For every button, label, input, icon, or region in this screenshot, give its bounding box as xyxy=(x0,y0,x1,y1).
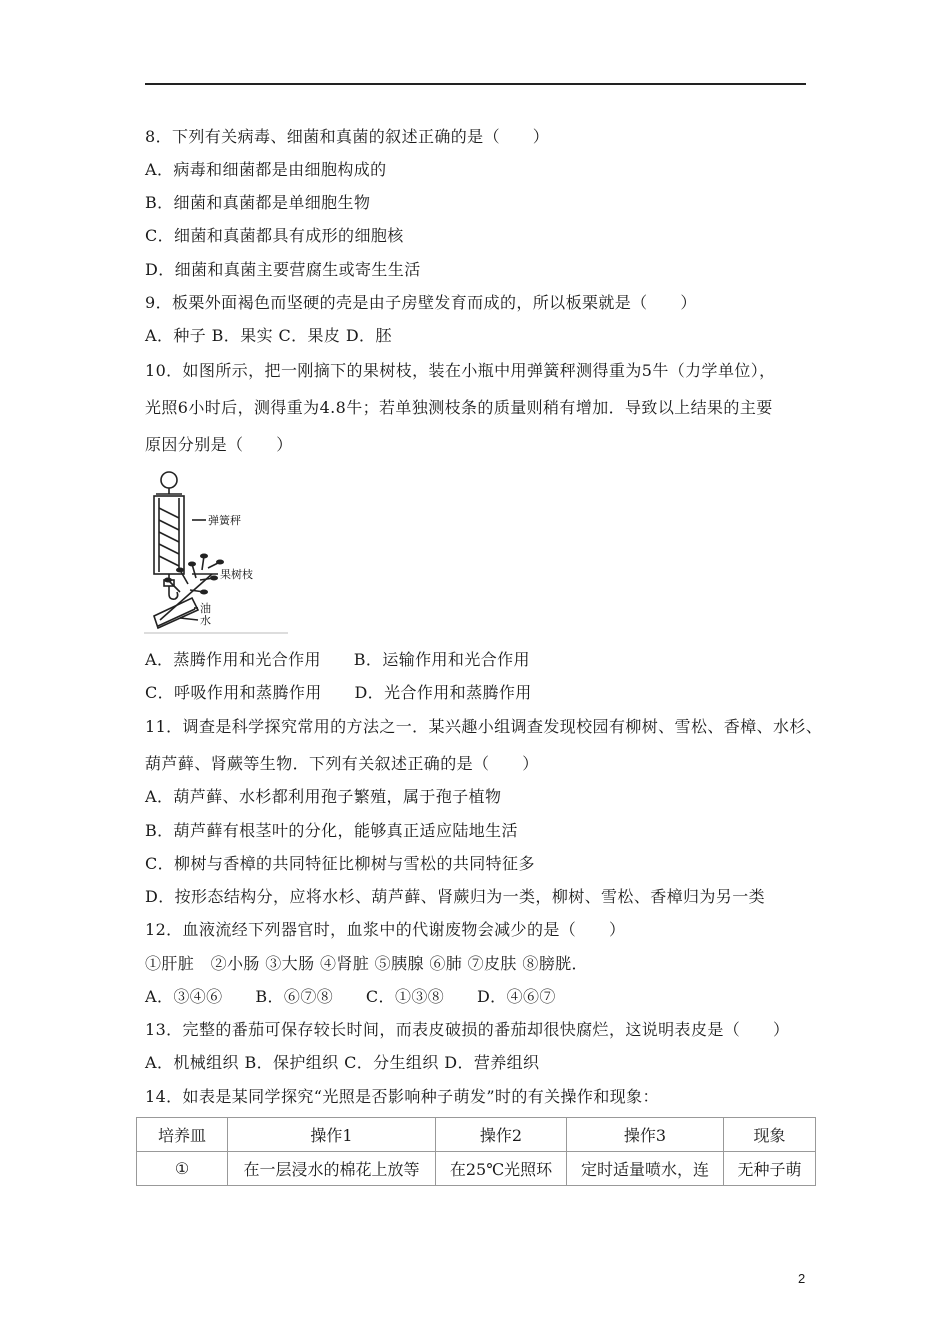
table-header: 操作3 xyxy=(567,1118,724,1152)
label-branch: 果树枝 xyxy=(220,568,253,581)
q8-stem: 8．下列有关病毒、细菌和真菌的叙述正确的是（ ） xyxy=(145,127,550,146)
experiment-table xyxy=(136,1117,816,1186)
label-oil: 油 xyxy=(200,602,211,615)
q12-organ-list: ①肝脏 ②小肠 ③大肠 ④肾脏 ⑤胰腺 ⑥肺 ⑦皮肤 ⑧膀胱． xyxy=(145,954,588,973)
table-header-row xyxy=(137,1118,816,1152)
q13-options: A．机械组织 B．保护组织 C．分生组织 D．营养组织 xyxy=(145,1053,540,1072)
q11-option-a: A．葫芦藓、水杉都利用孢子繁殖，属于孢子植物 xyxy=(145,787,502,806)
q8-option-d: D．细菌和真菌主要营腐生或寄生生活 xyxy=(145,260,421,279)
header-rule xyxy=(145,83,806,85)
table-cell: 在25℃光照环 xyxy=(436,1152,567,1186)
table-cell: 无种子萌 xyxy=(724,1152,816,1186)
page-number: 2 xyxy=(798,1271,806,1286)
q10-stem-line3: 原因分别是（ ） xyxy=(145,435,293,454)
q13-stem: 13．完整的番茄可保存较长时间，而表皮破损的番茄却很快腐烂，这说明表皮是（ ） xyxy=(145,1020,790,1039)
table-header: 操作2 xyxy=(436,1118,567,1152)
q10-options-cd: C．呼吸作用和蒸腾作用 D．光合作用和蒸腾作用 xyxy=(145,683,532,702)
q14-stem: 14．如表是某同学探究“光照是否影响种子萌发”时的有关操作和现象： xyxy=(145,1087,659,1106)
spring-scale-diagram xyxy=(140,468,290,636)
q11-option-d: D．按形态结构分，应将水杉、葫芦藓、肾蕨归为一类，柳树、雪松、香樟归为另一类 xyxy=(145,887,766,906)
q10-stem-line2: 光照6小时后，测得重为4.8牛；若单独测枝条的质量则稍有增加．导致以上结果的主要 xyxy=(145,398,773,417)
table-cell: ① xyxy=(137,1152,228,1186)
q8-option-a: A．病毒和细菌都是由细胞构成的 xyxy=(145,160,387,179)
q11-option-c: C．柳树与香樟的共同特征比柳树与雪松的共同特征多 xyxy=(145,854,535,873)
q12-stem: 12．血液流经下列器官时，血浆中的代谢废物会减少的是（ ） xyxy=(145,920,626,939)
q11-stem-line1: 11．调查是科学探究常用的方法之一．某兴趣小组调查发现校园有柳树、雪松、香樟、水杉、 xyxy=(145,717,823,736)
label-spring-scale: 弹簧秤 xyxy=(208,514,241,527)
table-cell: 在一层浸水的棉花上放等 xyxy=(228,1152,436,1186)
table-row xyxy=(137,1152,816,1186)
label-water: 水 xyxy=(200,614,211,627)
q8-option-c: C．细菌和真菌都具有成形的细胞核 xyxy=(145,226,404,245)
q8-option-b: B．细菌和真菌都是单细胞生物 xyxy=(145,193,371,212)
q11-option-b: B．葫芦藓有根茎叶的分化，能够真正适应陆地生活 xyxy=(145,821,518,840)
q9-stem: 9．板栗外面褐色而坚硬的壳是由子房壁发育而成的，所以板栗就是（ ） xyxy=(145,293,697,312)
spring-scale-figure xyxy=(140,468,290,636)
q12-options: A．③④⑥ B．⑥⑦⑧ C．①③⑧ D．④⑥⑦ xyxy=(145,987,556,1006)
table-header: 现象 xyxy=(724,1118,816,1152)
q10-stem-line1: 10．如图所示，把一刚摘下的果树枝，装在小瓶中用弹簧秤测得重为5牛（力学单位）， xyxy=(145,361,776,380)
table-header: 培养皿 xyxy=(137,1118,228,1152)
q11-stem-line2: 葫芦藓、肾蕨等生物．下列有关叙述正确的是（ ） xyxy=(145,754,539,773)
table-cell: 定时适量喷水，连 xyxy=(567,1152,724,1186)
q10-options-ab: A．蒸腾作用和光合作用 B．运输作用和光合作用 xyxy=(145,650,530,669)
q9-options: A．种子 B．果实 C．果皮 D．胚 xyxy=(145,326,392,345)
table-header: 操作1 xyxy=(228,1118,436,1152)
